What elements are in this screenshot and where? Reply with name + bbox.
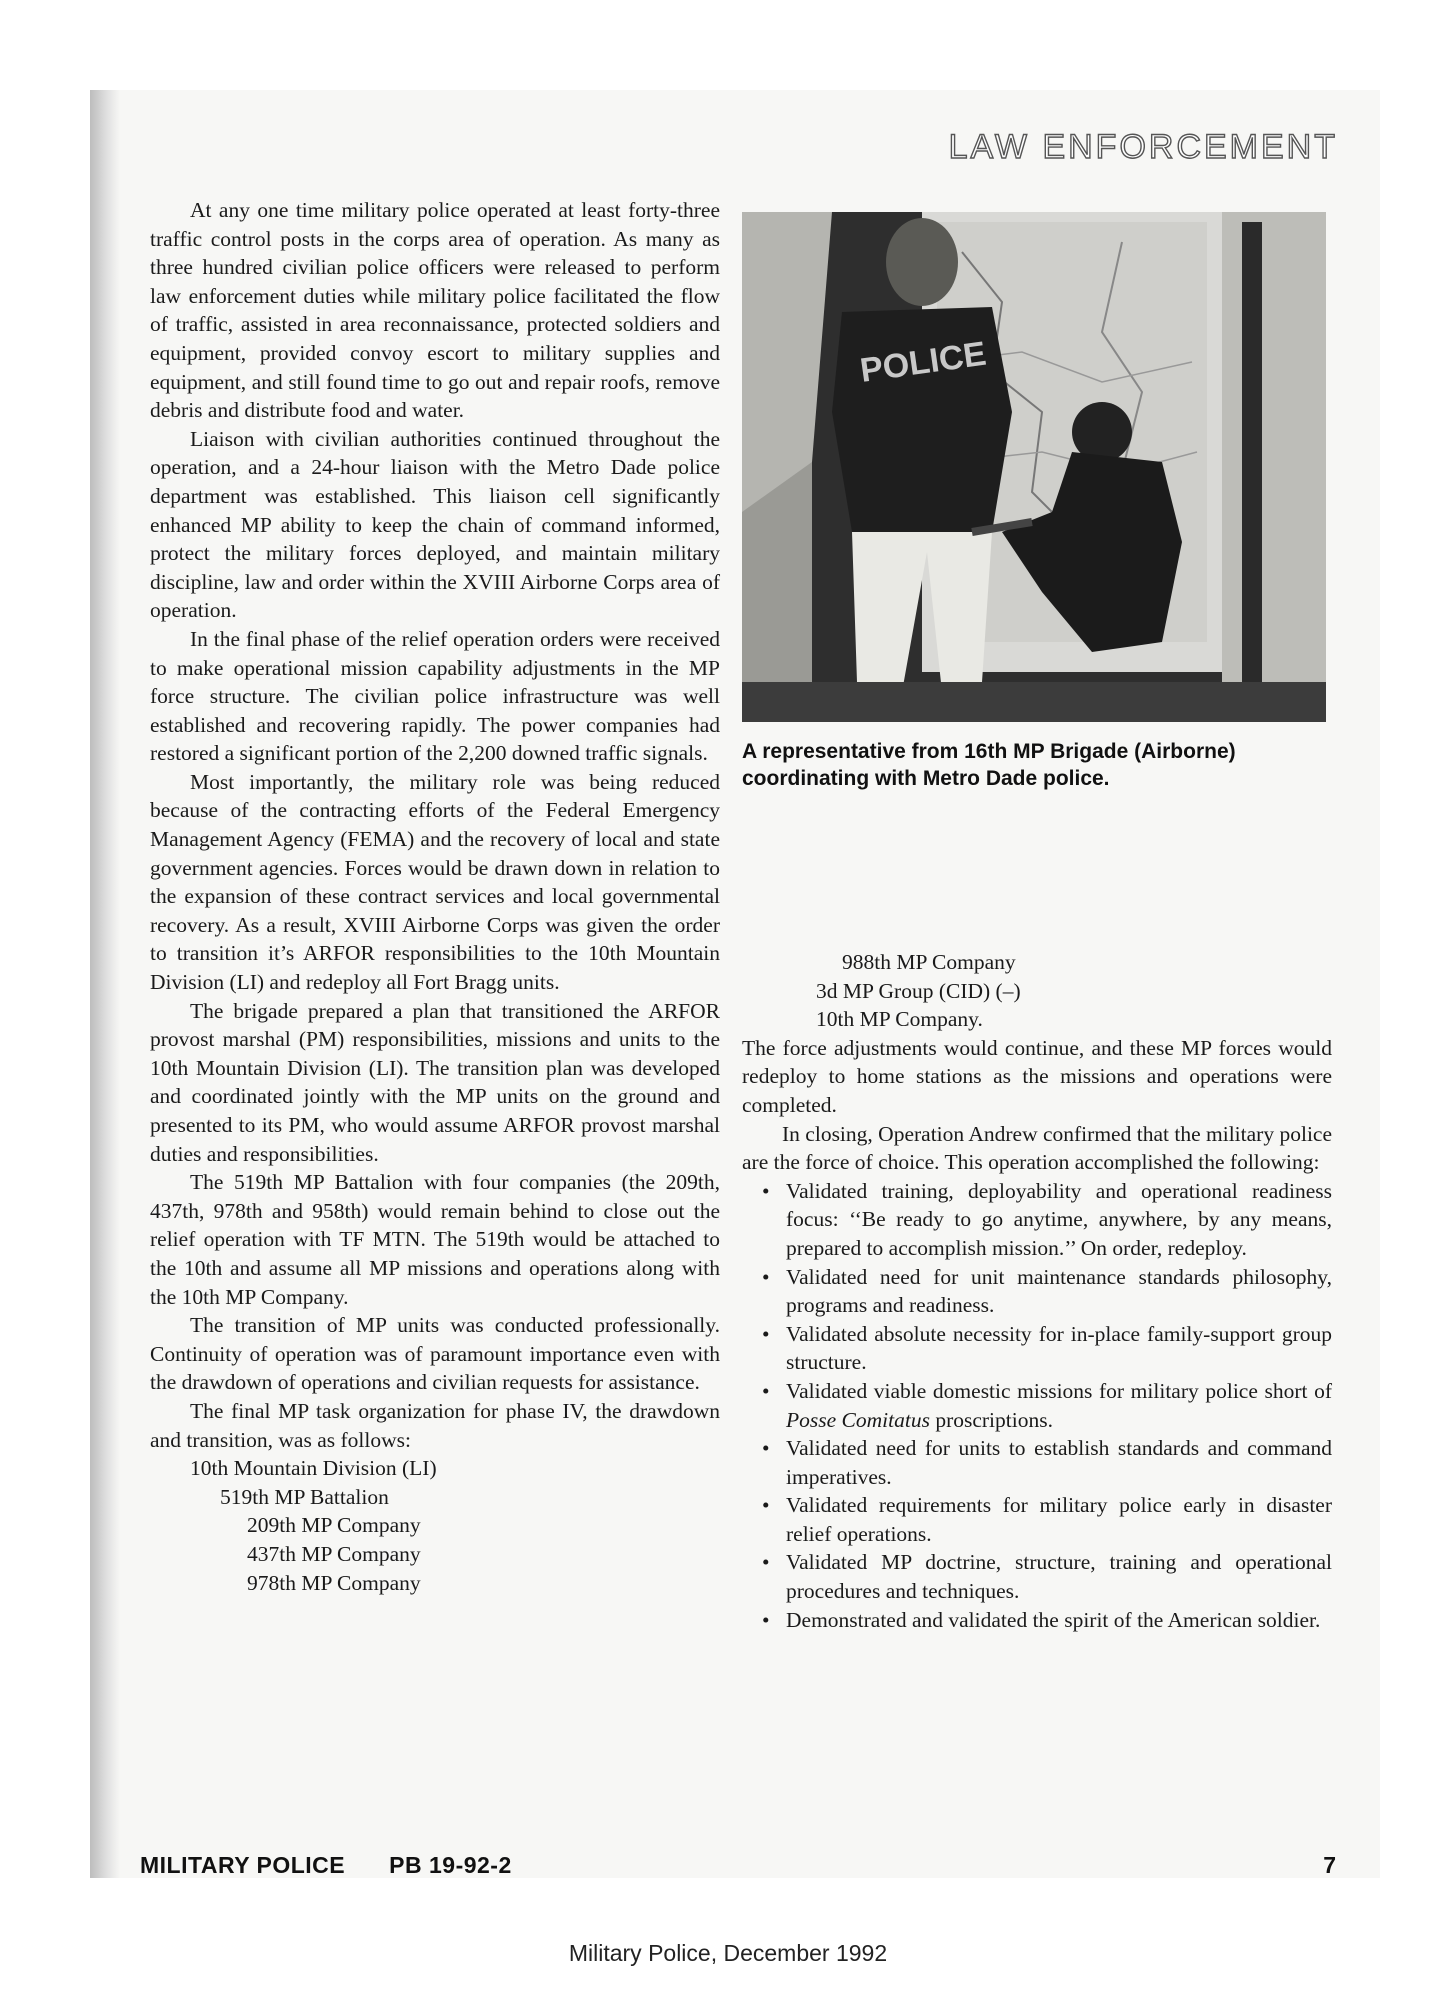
bullet-item (742, 1263, 1332, 1320)
bullet-text: Validated need for unit maintenance standards philosophy, programs and readiness. (786, 1264, 1332, 1318)
paragraph: The brigade prepared a plan that transitioned the ARFOR provost marshal (PM) responsibilities, missions and units to the 10th Mountain Division (LI). The transition plan was developed and coordinated jointly with the MP units on the ground and presented to its PM, who would assume ARFOR provost marshal duties and responsibilities. (150, 998, 720, 1166)
italic-term: Posse Comitatus (786, 1407, 930, 1432)
paragraph: Most importantly, the military role was being reduced because of the contracting efforts of the Federal Emergency Management Agency (FEMA) and the recovery of local and state government agencies. Forces would be drawn down in relation to the expansion of these contract services and local governmental recovery. As a result, XVIII Airborne Corps was given the order to transition it’s ARFOR responsibilities to the 10th Mountain Division (LI) and redeploy all Fort Bragg units. (150, 769, 720, 995)
bullet-item (742, 1320, 1332, 1377)
bullet-text: Validated viable domestic missions for military police short of Posse Comitatus proscriptions. (786, 1378, 1332, 1432)
paragraph: The 519th MP Battalion with four companies (the 209th, 437th, 978th and 958th) would remain behind to close out the relief operation with TF MTN. The 519th would be attached to the 10th and assume all MP missions and operations along with the 10th MP Company. (150, 1170, 720, 1309)
paragraph: The final MP task organization for phase IV, the drawdown and transition, was as follows: (150, 1398, 720, 1452)
shirt-text: POLICE (857, 334, 989, 390)
org-company: 988th MP Company (842, 950, 1016, 974)
bullet-icon: • (762, 1607, 770, 1632)
org-battalion: 519th MP Battalion (220, 1484, 389, 1509)
footer-publication (140, 1852, 512, 1879)
org-company: 209th MP Company (247, 1513, 421, 1538)
paragraph: In closing, Operation Andrew confirmed that the military police are the force of choice. This operation accomplished the following: (742, 1121, 1332, 1175)
paragraph: At any one time military police operated at least forty-three traffic control posts in the corps area of operation. As many as three hundred civilian police officers were released to perform law enforcement duties while military police facilitated the flow of traffic, assisted in area reconnaissance, protected soldiers and equipment, provided convoy escort to military supplies and equipment, and still found time to go out and repair roofs, remove debris and distribute food and water. (150, 198, 720, 423)
source-credit: Military Police, December 1992 (568, 1940, 888, 1966)
section-header: LAW ENFORCEMENT (948, 128, 1338, 166)
bullet-item (742, 1606, 1332, 1635)
paragraph: The transition of MP units was conducted professionally. Continuity of operation was of paramount importance even with the drawdown of operations and civilian requests for assistance. (150, 1313, 720, 1395)
task-organization-continued (742, 948, 1332, 1034)
photo-caption: A representative from 16th MP Brigade (Airborne) coordinating with Metro Dade police. (742, 740, 1236, 790)
right-column (742, 948, 1332, 1634)
issue-number: PB 19-92-2 (389, 1852, 512, 1878)
org-division: 10th Mountain Division (LI) (190, 1456, 437, 1481)
bullet-item (742, 1434, 1332, 1491)
bullet-icon: • (762, 1493, 770, 1518)
paragraph: The force adjustments would continue, and these MP forces would redeploy to home stations as the missions and operations were completed. (742, 1035, 1332, 1117)
paragraph: In the final phase of the relief operation orders were received to make operational mission capability adjustments in the MP force structure. The civilian police infrastructure was well established and recovering rapidly. The power companies had restored a significant portion of the 2,200 downed traffic signals. (150, 626, 720, 766)
photo-liaison (742, 212, 1326, 722)
bullet-item (742, 1377, 1332, 1434)
bullet-item (742, 1491, 1332, 1548)
org-company: 437th MP Company (247, 1541, 421, 1566)
bullet-icon: • (762, 1264, 770, 1289)
bullet-icon: • (762, 1321, 770, 1346)
page-number: 7 (1323, 1852, 1336, 1878)
bullet-icon: • (762, 1378, 770, 1403)
bullet-text: Validated requirements for military police early in disaster relief operations. (786, 1493, 1332, 1546)
bullet-icon: • (762, 1550, 770, 1575)
bullet-text: Demonstrated and validated the spirit of the American soldier. (786, 1607, 1321, 1632)
org-company: 978th MP Company (247, 1570, 421, 1595)
org-company: 10th MP Company. (816, 1007, 983, 1032)
paragraph: Liaison with civilian authorities continued throughout the operation, and a 24-hour liaison with the Metro Dade police department was established. This liaison cell significantly enhanced MP ability to keep the chain of command informed, protect the military forces deployed, and maintain military discipline, law and order within the XVIII Airborne Corps area of operation. (150, 426, 720, 623)
binding-shadow (90, 90, 120, 1878)
bullet-icon: • (762, 1178, 770, 1203)
bullet-item (742, 1177, 1332, 1263)
bullet-text: Validated MP doctrine, structure, training and operational procedures and techniques. (786, 1550, 1332, 1604)
left-column (150, 196, 720, 1597)
bullet-icon: • (762, 1436, 770, 1461)
photo-illustration (742, 212, 1326, 722)
bullet-text: Validated absolute necessity for in-place family-support group structure. (786, 1321, 1332, 1375)
bullet-item (742, 1548, 1332, 1605)
publication-name: MILITARY POLICE (140, 1852, 346, 1878)
bullet-text: Validated need for units to establish standards and command imperatives. (786, 1436, 1332, 1489)
task-organization-list (150, 1454, 720, 1597)
accomplishments-list (742, 1177, 1332, 1635)
org-group: 3d MP Group (CID) (–) (816, 978, 1021, 1003)
bullet-text: Validated training, deployability and operational readiness focus: ‘‘Be ready to go anytime, anywhere, by any means, prepared to accomplish mission.’’ On order, redeploy. (786, 1178, 1332, 1260)
